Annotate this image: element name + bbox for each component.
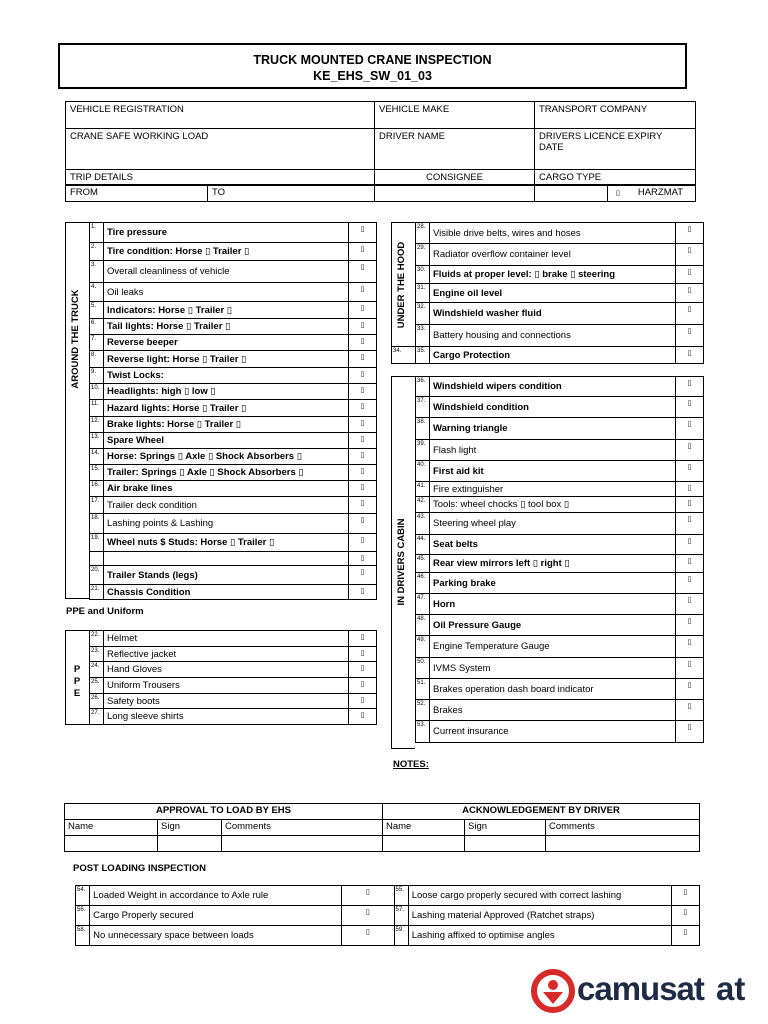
item-checkbox[interactable]: ▯ [349, 384, 377, 400]
item-checkbox[interactable]: ▯ [349, 319, 377, 335]
camusat-emblem-icon [531, 968, 575, 1014]
cargo-type-label: CARGO TYPE [535, 170, 696, 186]
item-label: Long sleeve shirts [104, 709, 349, 725]
item-label: Twist Locks: [104, 368, 349, 384]
item-label: Reverse beeper [104, 335, 349, 351]
item-label: Loose cargo properly secured with correct lashing [408, 886, 671, 906]
item-label: Headlights: high ▯ low ▯ [104, 384, 349, 400]
item-number: 34. [392, 347, 416, 364]
item-number: 47. [416, 594, 430, 615]
item-label: Hazard lights: Horse ▯ Trailer ▯ [104, 400, 349, 417]
trip-details-label: TRIP DETAILS [66, 170, 375, 186]
item-label: Wheel nuts $ Studs: Horse ▯ Trailer ▯ [104, 534, 349, 552]
item-checkbox[interactable]: ▯ [349, 400, 377, 417]
item-label: Trailer deck condition [104, 497, 349, 514]
item-label: Reflective jacket [104, 646, 349, 662]
ehs-comments-field[interactable] [222, 836, 383, 852]
vehicle-info-table [65, 101, 696, 186]
item-label: Tire pressure [104, 223, 349, 243]
item-label: Windshield condition [430, 397, 676, 418]
item-checkbox[interactable]: ▯ [349, 693, 377, 709]
item-number: 32. [416, 303, 430, 325]
item-label: Cargo Properly secured [90, 906, 342, 926]
notes-label: NOTES: [393, 759, 429, 770]
item-checkbox[interactable]: ▯ [676, 573, 704, 594]
item-label: Hand Gloves [104, 662, 349, 678]
item-checkbox[interactable]: ▯ [349, 283, 377, 302]
item-number: 33. [416, 325, 430, 347]
cargo-protection-checkbox[interactable]: ▯ [676, 347, 704, 364]
vehicle-registration-label: VEHICLE REGISTRATION [66, 102, 375, 129]
item-number: 42. [416, 497, 430, 513]
item-number: 29. [416, 244, 430, 266]
item-checkbox[interactable]: ▯ [349, 223, 377, 243]
item-label: Trailer: Springs ▯ Axle ▯ Shock Absorbers ▯ [104, 465, 349, 481]
item-number: 52. [416, 700, 430, 721]
checklist-row [90, 646, 377, 662]
item-checkbox[interactable]: ▯ [341, 926, 394, 946]
item-label: First aid kit [430, 461, 676, 482]
item-number: 4. [90, 283, 104, 302]
item-label: Engine oil level [430, 284, 676, 303]
item-label: Chassis Condition [104, 585, 349, 600]
item-checkbox[interactable]: ▯ [349, 566, 377, 585]
acknowledgement-driver-title: ACKNOWLEDGEMENT BY DRIVER [383, 804, 700, 820]
item-label: Spare Wheel [104, 433, 349, 449]
driver-name-label: DRIVER NAME [375, 129, 535, 170]
item-checkbox[interactable]: ▯ [676, 615, 704, 636]
document-title [58, 43, 687, 89]
item-checkbox[interactable]: ▯ [676, 497, 704, 513]
driver-comments-label: Comments [546, 820, 700, 836]
item-number: 2. [90, 243, 104, 261]
item-number: 27. [90, 709, 104, 725]
item-label: Oil leaks [104, 283, 349, 302]
checklist-row [90, 223, 377, 243]
item-number: 22. [90, 631, 104, 647]
item-label: Horse: Springs ▯ Axle ▯ Shock Absorbers ▯ [104, 449, 349, 465]
checklist-row [90, 384, 377, 400]
item-checkbox[interactable]: ▯ [349, 646, 377, 662]
item-checkbox[interactable]: ▯ [676, 461, 704, 482]
checklist-row [90, 302, 377, 319]
to-label: TO [208, 185, 375, 202]
checklist-row [416, 303, 704, 325]
item-label: Brake lights: Horse ▯ Trailer ▯ [104, 417, 349, 433]
item-label: Engine Temperature Gauge [430, 636, 676, 658]
checklist-row [416, 535, 704, 555]
item-label: Oil Pressure Gauge [430, 615, 676, 636]
item-number: 54. [76, 886, 90, 906]
checklist-row [416, 325, 704, 347]
item-number: 45. [416, 555, 430, 573]
item-checkbox[interactable]: ▯ [349, 552, 377, 566]
checklist-row [416, 223, 704, 244]
item-label: Fluids at proper level: ▯ brake ▯ steering [430, 266, 676, 284]
item-number: 17. [90, 497, 104, 514]
item-checkbox[interactable]: ▯ [676, 244, 704, 266]
ehs-name-label: Name [65, 820, 158, 836]
cargo-type-value[interactable] [535, 185, 608, 202]
item-checkbox[interactable]: ▯ [676, 721, 704, 743]
item-number: 46. [416, 573, 430, 594]
item-checkbox[interactable]: ▯ [349, 481, 377, 497]
item-number: 36. [416, 377, 430, 397]
item-label: Windshield washer fluid [430, 303, 676, 325]
item-label: Trailer Stands (legs) [104, 566, 349, 585]
item-number: 14. [90, 449, 104, 465]
item-checkbox[interactable]: ▯ [349, 368, 377, 384]
checklist-row [90, 709, 377, 725]
item-number: 18. [90, 514, 104, 534]
item-label: Lashing points & Lashing [104, 514, 349, 534]
ehs-comments-label: Comments [222, 820, 383, 836]
checklist-row [90, 433, 377, 449]
checklist-row [90, 662, 377, 678]
title-line-2: KE_EHS_SW_01_03 [313, 69, 432, 83]
item-number: 19. [90, 534, 104, 552]
item-checkbox[interactable]: ▯ [676, 535, 704, 555]
item-number: 10. [90, 384, 104, 400]
item-number: 58. [76, 926, 90, 946]
ppe-checklist [89, 630, 377, 725]
item-number: 28. [416, 223, 430, 244]
item-number: 5. [90, 302, 104, 319]
title-line-1: TRUCK MOUNTED CRANE INSPECTION [253, 53, 492, 67]
checklist-row [416, 679, 704, 700]
item-checkbox[interactable]: ▯ [676, 513, 704, 535]
transport-company-label: TRANSPORT COMPANY [535, 102, 696, 129]
item-number: 50. [416, 658, 430, 679]
item-checkbox[interactable]: ▯ [341, 906, 394, 926]
around-truck-label: AROUND THE TRUCK [70, 289, 81, 389]
post-loading-row [76, 886, 700, 906]
item-checkbox[interactable]: ▯ [349, 662, 377, 678]
checklist-row [90, 400, 377, 417]
item-number: 51. [416, 679, 430, 700]
item-number: 40. [416, 461, 430, 482]
item-label: Battery housing and connections [430, 325, 676, 347]
item-number: 23. [90, 646, 104, 662]
checklist-row [416, 418, 704, 440]
item-label: Steering wheel play [430, 513, 676, 535]
item-checkbox[interactable]: ▯ [676, 397, 704, 418]
item-checkbox[interactable]: ▯ [349, 534, 377, 552]
item-number: 8. [90, 351, 104, 368]
checklist-row [90, 335, 377, 351]
driver-sign-label: Sign [465, 820, 546, 836]
item-number: 44. [416, 535, 430, 555]
item-checkbox[interactable]: ▯ [349, 335, 377, 351]
item-number: 43. [416, 513, 430, 535]
item-label: Tire condition: Horse ▯ Trailer ▯ [104, 243, 349, 261]
item-number: 56. [76, 906, 90, 926]
driver-sign-field[interactable] [465, 836, 546, 852]
item-label: Safety boots [104, 693, 349, 709]
checklist-row [416, 636, 704, 658]
ehs-sign-label: Sign [158, 820, 222, 836]
item-checkbox[interactable]: ▯ [676, 440, 704, 461]
item-label: Parking brake [430, 573, 676, 594]
item-checkbox[interactable]: ▯ [349, 351, 377, 368]
item-checkbox[interactable]: ▯ [676, 325, 704, 347]
approval-ehs-title: APPROVAL TO LOAD BY EHS [65, 804, 383, 820]
item-label: Tools: wheel chocks ▯ tool box ▯ [430, 497, 676, 513]
item-number: 39. [416, 440, 430, 461]
post-loading-row [76, 926, 700, 946]
item-number: 59. [394, 926, 408, 946]
checklist-row [416, 461, 704, 482]
item-checkbox[interactable]: ▯ [349, 465, 377, 481]
crane-swl-label: CRANE SAFE WORKING LOAD [66, 129, 375, 170]
item-checkbox[interactable]: ▯ [341, 886, 394, 906]
item-number: 31. [416, 284, 430, 303]
item-label: Warning triangle [430, 418, 676, 440]
camusat-logo [531, 968, 756, 1016]
hood-checklist [415, 222, 704, 347]
checklist-row [90, 481, 377, 497]
item-label: Rear view mirrors left ▯ right ▯ [430, 555, 676, 573]
checklist-row [90, 678, 377, 694]
item-label: Uniform Trousers [104, 678, 349, 694]
item-number: 41. [416, 482, 430, 497]
item-checkbox[interactable]: ▯ [349, 631, 377, 647]
item-checkbox[interactable]: ▯ [671, 906, 699, 926]
ehs-sign-field[interactable] [158, 836, 222, 852]
checklist-row [90, 319, 377, 335]
item-number: 11. [90, 400, 104, 417]
licence-expiry-label: DRIVERS LICENCE EXPIRY DATE [535, 129, 696, 170]
checklist-row [416, 721, 704, 743]
item-number: 24. [90, 662, 104, 678]
checklist-row [90, 693, 377, 709]
item-number: 15. [90, 465, 104, 481]
checklist-row [416, 555, 704, 573]
item-number: 1. [90, 223, 104, 243]
item-label: Indicators: Horse ▯ Trailer ▯ [104, 302, 349, 319]
checklist-row [90, 514, 377, 534]
item-checkbox[interactable]: ▯ [676, 284, 704, 303]
item-label: Horn [430, 594, 676, 615]
item-checkbox[interactable]: ▯ [676, 377, 704, 397]
item-checkbox[interactable]: ▯ [349, 514, 377, 534]
checklist-row [90, 351, 377, 368]
under-hood-label: UNDER THE HOOD [396, 241, 407, 329]
item-number: 3. [90, 261, 104, 283]
harzmat-option[interactable] [608, 185, 696, 202]
checklist-row [90, 283, 377, 302]
camusat-wordmark: camusat [577, 970, 704, 1007]
item-checkbox[interactable]: ▯ [349, 497, 377, 514]
item-checkbox[interactable]: ▯ [676, 482, 704, 497]
item-checkbox[interactable]: ▯ [349, 261, 377, 283]
checklist-row [416, 377, 704, 397]
driver-comments-field[interactable] [546, 836, 700, 852]
item-checkbox[interactable]: ▯ [349, 433, 377, 449]
consignee-value[interactable] [375, 185, 535, 202]
item-label: Tail lights: Horse ▯ Trailer ▯ [104, 319, 349, 335]
around-truck-checklist [89, 222, 377, 600]
item-checkbox[interactable]: ▯ [676, 679, 704, 700]
item-label: Brakes operation dash board indicator [430, 679, 676, 700]
driver-name-field[interactable] [383, 836, 465, 852]
item-number: 20. [90, 566, 104, 585]
item-label: IVMS System [430, 658, 676, 679]
checklist-row [90, 243, 377, 261]
item-checkbox[interactable]: ▯ [676, 594, 704, 615]
checklist-row [90, 631, 377, 647]
vehicle-make-label: VEHICLE MAKE [375, 102, 535, 129]
item-checkbox[interactable]: ▯ [349, 449, 377, 465]
ppe-side-label: P P E [73, 664, 81, 699]
checklist-row [416, 482, 704, 497]
item-number: 55. [394, 886, 408, 906]
checklist-row [416, 615, 704, 636]
item-number: 26. [90, 693, 104, 709]
item-label: No unnecessary space between loads [90, 926, 342, 946]
item-number: 37. [416, 397, 430, 418]
item-label: Current insurance [430, 721, 676, 743]
checklist-row [90, 497, 377, 514]
cargo-protection-row [391, 346, 704, 364]
checklist-row [416, 284, 704, 303]
item-checkbox[interactable]: ▯ [671, 926, 699, 946]
ehs-name-field[interactable] [65, 836, 158, 852]
item-checkbox[interactable]: ▯ [349, 678, 377, 694]
checklist-row [416, 244, 704, 266]
checklist-row [416, 397, 704, 418]
ppe-heading: PPE and Uniform [66, 606, 144, 617]
item-number: 21. [90, 585, 104, 600]
cargo-protection-label: Cargo Protection [430, 347, 676, 364]
driver-name-label: Name [383, 820, 465, 836]
item-number [90, 552, 104, 566]
checklist-row [90, 534, 377, 552]
checklist-row [90, 449, 377, 465]
item-label: Visible drive belts, wires and hoses [430, 223, 676, 244]
checklist-row [90, 552, 377, 566]
item-label: Flash light [430, 440, 676, 461]
item-checkbox[interactable]: ▯ [349, 709, 377, 725]
item-label: Helmet [104, 631, 349, 647]
item-number: 7. [90, 335, 104, 351]
checklist-row [90, 368, 377, 384]
item-number: 12. [90, 417, 104, 433]
item-number: 53. [416, 721, 430, 743]
item-number: 13. [90, 433, 104, 449]
item-label: Overall cleanliness of vehicle [104, 261, 349, 283]
item-checkbox[interactable]: ▯ [349, 243, 377, 261]
item-checkbox[interactable]: ▯ [671, 886, 699, 906]
item-label: Loaded Weight in accordance to Axle rule [90, 886, 342, 906]
from-label: FROM [66, 185, 208, 202]
checklist-row [90, 261, 377, 283]
item-checkbox[interactable]: ▯ [676, 636, 704, 658]
item-number: 49. [416, 636, 430, 658]
item-number: 57. [394, 906, 408, 926]
checklist-row [416, 658, 704, 679]
item-number: 30. [416, 266, 430, 284]
checklist-row [416, 497, 704, 513]
item-checkbox[interactable]: ▯ [349, 302, 377, 319]
item-number: 48. [416, 615, 430, 636]
item-checkbox[interactable]: ▯ [676, 223, 704, 244]
checklist-row [416, 700, 704, 721]
checklist-row [416, 594, 704, 615]
item-label: Brakes [430, 700, 676, 721]
cabin-checklist [415, 376, 704, 743]
item-number: 25. [90, 678, 104, 694]
checklist-row [416, 440, 704, 461]
checklist-row [90, 566, 377, 585]
consignee-label: CONSIGNEE [375, 170, 535, 186]
checklist-row [90, 465, 377, 481]
camusat-at-mark: at [716, 970, 746, 1007]
item-checkbox[interactable]: ▯ [349, 585, 377, 600]
item-label: Lashing affixed to optimise angles [408, 926, 671, 946]
trip-row-table [65, 184, 696, 202]
item-label: Reverse light: Horse ▯ Trailer ▯ [104, 351, 349, 368]
in-cabin-label: IN DRIVERS CABIN [396, 518, 407, 606]
item-checkbox[interactable]: ▯ [676, 266, 704, 284]
item-label: Windshield wipers condition [430, 377, 676, 397]
item-number: 6. [90, 319, 104, 335]
harzmat-label: HARZMAT [637, 187, 684, 198]
post-loading-row [76, 906, 700, 926]
item-number: 16. [90, 481, 104, 497]
checklist-row [416, 266, 704, 284]
item-label: Lashing material Approved (Ratchet straps) [408, 906, 671, 926]
item-label: Air brake lines [104, 481, 349, 497]
item-label [104, 552, 349, 566]
item-number: 9. [90, 368, 104, 384]
post-loading-heading: POST LOADING INSPECTION [73, 863, 207, 874]
item-label: Seat belts [430, 535, 676, 555]
item-checkbox[interactable]: ▯ [676, 303, 704, 325]
checklist-row [90, 417, 377, 433]
harzmat-checkbox[interactable]: ▯ [616, 190, 620, 197]
item-checkbox[interactable]: ▯ [676, 555, 704, 573]
item-checkbox[interactable]: ▯ [676, 418, 704, 440]
approval-table [64, 803, 700, 852]
item-number: 35. [416, 347, 430, 364]
item-checkbox[interactable]: ▯ [676, 658, 704, 679]
checklist-row [90, 585, 377, 600]
item-number: 38. [416, 418, 430, 440]
item-label: Radiator overflow container level [430, 244, 676, 266]
checklist-row [416, 573, 704, 594]
post-loading-table [75, 885, 700, 946]
item-label: Fire extinguisher [430, 482, 676, 497]
item-checkbox[interactable]: ▯ [349, 417, 377, 433]
item-checkbox[interactable]: ▯ [676, 700, 704, 721]
checklist-row [416, 513, 704, 535]
